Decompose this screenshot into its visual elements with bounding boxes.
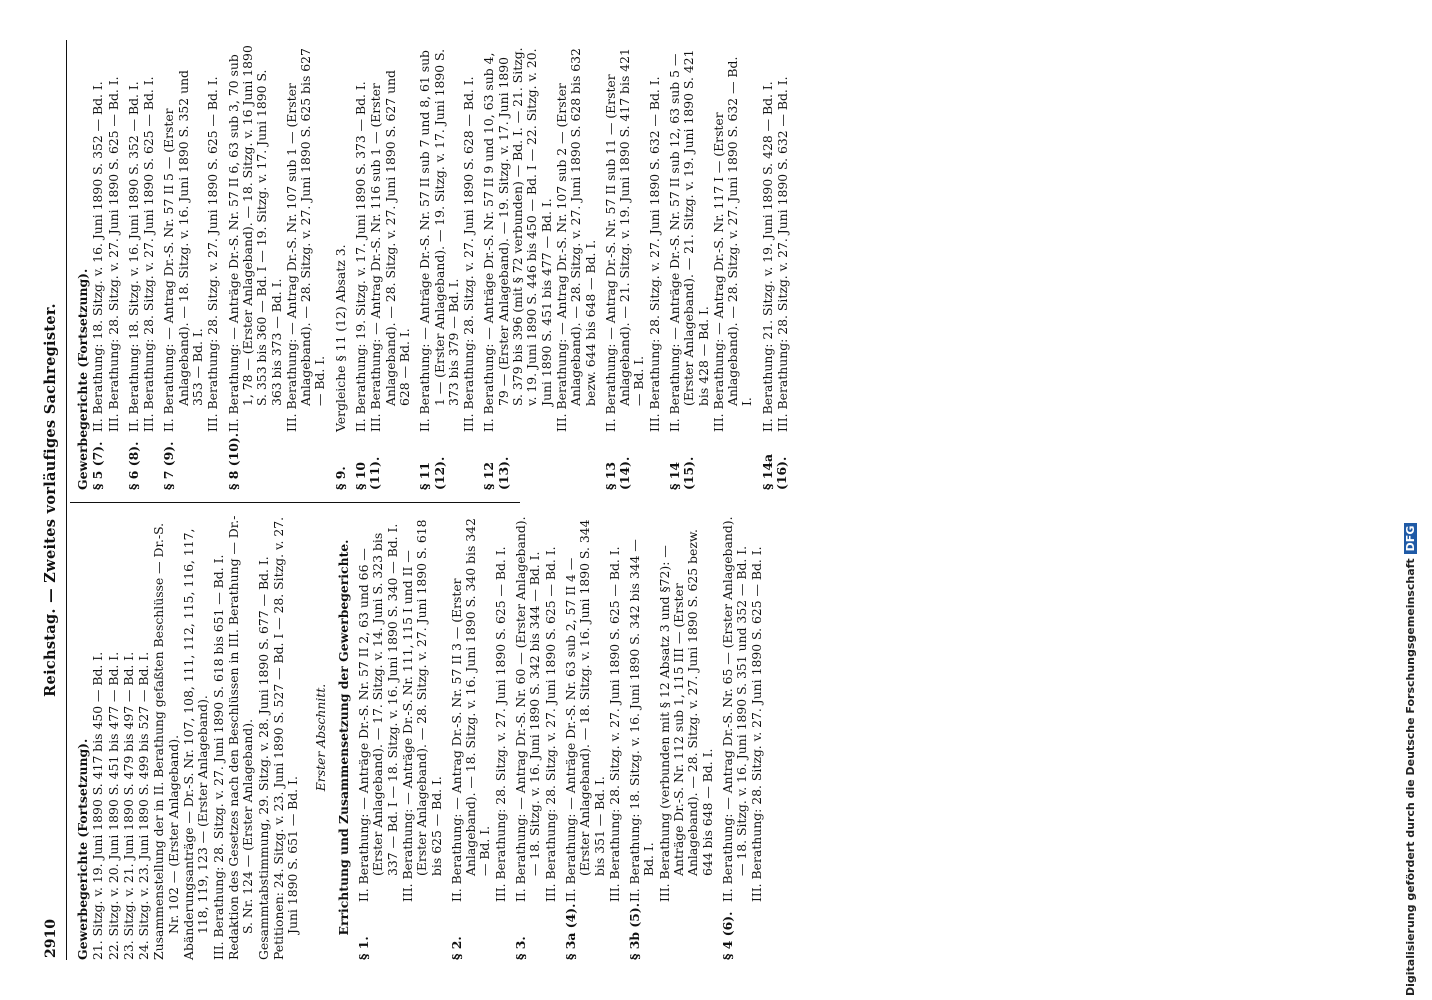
entry-line: III. Berathung (verbunden mit § 12 Absatz 3 und §72): — Anträge Dr.-S. Nr. 112 sub 1, 115 III — (Erster Anlageband). — 28. Sitzg. v. 27. Juni 1890 S. 625 bezw. 644 bis 648 — Bd. I. bbox=[656, 529, 715, 902]
paragraph-ref: § 7 (9). bbox=[161, 441, 177, 490]
section-heading: Erster Abschnitt. bbox=[313, 683, 329, 792]
entry-line: III. Berathung: — Antrag Dr.-S. Nr. 107 sub 1 — (Erster Anlageband). — 28. Sitzg. v. 27. Juni 1890 S. 625 bis 627 — Bd. I. bbox=[283, 48, 328, 432]
index-entry bbox=[450, 515, 509, 960]
index-entry bbox=[721, 515, 766, 960]
paragraph-ref: § 12 (13). bbox=[481, 456, 511, 490]
entry-body bbox=[450, 515, 509, 902]
entry-body bbox=[334, 45, 349, 432]
index-line: Gesammtabstimmung, 29. Sitzg. v. 28. Juni 1890 S. 677 — Bd. I. bbox=[255, 556, 271, 960]
entry-line: III. Berathung: 28. Sitzg. v. 27. Juni 1890 S. 625 — Bd. I. bbox=[749, 546, 765, 902]
entry-line: II. Berathung: — Antrag Dr.-S. Nr. 65 — (Erster Anlageband). — 18. Sitzg. v. 16. Juni 1890 S. 351 und 352 — Bd. I. bbox=[719, 516, 750, 902]
entry-line: III. Berathung: — Antrag Dr.-S. Nr. 107 sub 2 — (Erster Anlageband). — 28. Sitzg. v. 27. Juni 1890 S. 628 bis 632 bezw. 644 bis 648 — Bd. I. bbox=[553, 48, 598, 432]
entry-body bbox=[227, 45, 329, 432]
entry-line: III. Berathung: 28. Sitzg. v. 27. Juni 1890 S. 625 — Bd. I. bbox=[492, 546, 508, 902]
index-entry bbox=[604, 45, 663, 490]
paragraph-ref: § 14a (16). bbox=[759, 453, 790, 490]
index-entry bbox=[91, 45, 122, 490]
paragraph-ref: § 8 (10). bbox=[225, 432, 241, 490]
paragraph-ref: § 3. bbox=[513, 936, 529, 960]
running-title: Reichstag. — Zweites vorläufiges Sachregister. bbox=[42, 303, 59, 697]
entry-body bbox=[357, 515, 445, 902]
index-line: 24. Sitzg. v. 23. Juni 1890 S. 499 bis 527 — Bd. I. bbox=[136, 651, 152, 960]
entry-line: III. Berathung: 28. Sitzg. v. 27. Juni 1890 S. 628 — Bd. I. bbox=[461, 76, 477, 432]
left-continuation-block bbox=[76, 515, 300, 960]
page-header bbox=[40, 40, 67, 960]
entry-line: III. Berathung: — Antrag Dr.-S. Nr. 116 sub 1 — (Erster Anlageband). — 28. Sitzg. v. 27. Juni 1890 S. 627 und 628 — Bd. I. bbox=[368, 70, 412, 432]
left-entries bbox=[357, 515, 766, 960]
index-entry bbox=[668, 45, 756, 490]
entry-line: II. Berathung: — Antrag Dr.-S. Nr. 60 — (Erster Anlageband). — 18. Sitzg. v. 16. Juni 1890 S. 342 bis 344 — Bd. I. bbox=[513, 516, 543, 902]
entry-body bbox=[604, 45, 663, 432]
index-line: Zusammenstellung der in II. Berathung gefaßten Beschlüsse — Dr.-S. Nr. 102 — (Erster Anlageband). bbox=[151, 522, 181, 960]
index-line: 23. Sitzg. v. 21. Juni 1890 S. 479 bis 497 — Bd. I. bbox=[120, 651, 136, 960]
entry-body bbox=[564, 515, 623, 902]
rotated-page bbox=[40, 40, 1400, 960]
entry-body bbox=[162, 45, 221, 432]
entry-line: Vergleiche § 11 (12) Absatz 3. bbox=[332, 244, 348, 432]
paragraph-ref: § 10 (11). bbox=[353, 456, 383, 490]
entry-line: II. Berathung: — Anträge Dr.-S. Nr. 57 II 2, 63 und 66 — (Erster Anlageband). — 17. Sitzg. v. 14. Juni S. 323 bis 337 — Bd. I — 18. Sitzg. v. 16. Juni 1890 S. 340 — Bd. I. bbox=[356, 523, 400, 902]
paragraph-ref: § 13 (14). bbox=[602, 456, 633, 490]
index-entry bbox=[514, 515, 559, 960]
dfg-credit-text: Digitalisierung gefördert durch die Deutsche Forschungsgemeinschaft bbox=[1404, 558, 1417, 996]
entry-line: III. Berathung: — Antrag Dr.-S. Nr. 117 I — (Erster Anlageband). — 28. Sitzg. v. 27. Juni 1890 S. 632 — Bd. I. bbox=[710, 56, 755, 432]
index-entry bbox=[162, 45, 221, 490]
entry-body bbox=[721, 515, 766, 902]
index-entry bbox=[418, 45, 477, 490]
page-number: 2910 bbox=[43, 919, 59, 958]
paragraph-ref: § 11 (12). bbox=[417, 456, 447, 490]
entry-line: III. Berathung: 28. Sitzg. v. 27. Juni 1890 S. 625 — Bd. I. bbox=[205, 76, 221, 432]
entry-line: III. Berathung: 28. Sitzg. v. 27. Juni 1890 S. 625 — Bd. I. bbox=[542, 546, 558, 902]
entry-line: II. Berathung: 18. Sitzg. v. 16. Juni 1890 S. 352 — Bd. I. bbox=[125, 81, 141, 432]
entry-body bbox=[354, 45, 413, 432]
entry-line: III. Berathung: 28. Sitzg. v. 27. Juni 1890 S. 632 — Bd. I. bbox=[775, 76, 791, 432]
entry-line: II. Berathung: 19. Sitzg. v. 17. Juni 1890 S. 373 — Bd. I. bbox=[353, 81, 369, 432]
paragraph-ref: § 9. bbox=[332, 466, 348, 490]
paragraph-ref: § 14 (15). bbox=[666, 456, 697, 490]
entry-line: II. Berathung: — Antrag Dr.-S. Nr. 57 II sub 11 — (Erster Anlageband). — 21. Sitzg. v. 19. Juni 1890 S. 417 bis 421 — Bd. I. bbox=[602, 48, 647, 432]
right-entries bbox=[91, 45, 791, 490]
paragraph-ref: § 3b (5). bbox=[627, 902, 643, 960]
paragraph-ref: § 5 (7). bbox=[90, 441, 106, 490]
index-line: 22. Sitzg. v. 20. Juni 1890 S. 451 bis 477 — Bd. I. bbox=[105, 651, 121, 960]
entry-line: II. Berathung: — Antrag Dr.-S. Nr. 57 II 3 — (Erster Anlageband). — 18. Sitzg. v. 16. Juni 1890 S. 340 bis 342 — Bd. I. bbox=[448, 518, 493, 902]
dfg-credit bbox=[1404, 6, 1417, 996]
entry-body bbox=[668, 45, 756, 432]
index-line: 21. Sitzg. v. 19. Juni 1890 S. 417 bis 450 — Bd. I. bbox=[90, 651, 106, 960]
entry-body bbox=[514, 515, 559, 902]
index-entry bbox=[227, 45, 329, 490]
entry-line: II. Berathung: — Anträge Dr.-S. Nr. 57 II 9 und 10, 63 sub 4, 79 — (Erster Anlageband). — 19. Sitzg. v. 17. Juni 1890 S. 379 bis 396 (mit § 72 verbunden) — Bd. I. — 21. Sitzg. v. 19. Juni 1890 S. 446 bis 450 — Bd. I — 22. Sitzg. v. 20. Juni 1890 S. 451 bis 477 — Bd. I. bbox=[481, 47, 554, 432]
entry-line: II. Berathung: — Anträge Dr.-S. Nr. 57 II sub 12, 63 sub 5 — (Erster Anlageband). — 21. Sitzg. v. 19. Juni 1890 S. 421 bis 428 — Bd. I. bbox=[666, 49, 711, 432]
section-title: Errichtung und Zusammensetzung der Gewerbegerichte. bbox=[335, 539, 351, 936]
entry-line: III. Berathung: 28. Sitzg. v. 27. Juni 1890 S. 625 — Bd. I. bbox=[141, 76, 157, 432]
entry-body bbox=[482, 45, 598, 432]
index-entry bbox=[354, 45, 413, 490]
entry-body bbox=[761, 45, 792, 432]
paragraph-ref: § 1. bbox=[356, 936, 372, 960]
paragraph-ref: § 2. bbox=[448, 936, 464, 960]
index-entry bbox=[482, 45, 598, 490]
index-line: Abänderungsanträge — Dr.-S. Nr. 107, 108, 111, 112, 115, 116, 117, 118, 119, 123 — (Erster Anlageband). bbox=[181, 528, 211, 960]
index-entry bbox=[334, 45, 349, 490]
left-column bbox=[76, 515, 771, 960]
index-line: Gewerbegerichte (Fortsetzung). bbox=[75, 738, 90, 960]
paragraph-ref: § 4 (6). bbox=[719, 911, 735, 960]
column-divider bbox=[70, 502, 520, 503]
entry-line: III. Berathung: 28. Sitzg. v. 27. Juni 1890 S. 625 — Bd. I. bbox=[606, 546, 622, 902]
paragraph-ref: § 3a (4). bbox=[562, 903, 578, 960]
entry-line: III. Berathung: 28. Sitzg. v. 27. Juni 1890 S. 625 — Bd. I. bbox=[105, 76, 121, 432]
entry-body bbox=[127, 45, 158, 432]
index-line: III. Berathung: 28. Sitzg. v. 27. Juni 1890 S. 618 bis 651 — Bd. I. bbox=[210, 554, 226, 960]
entry-line: II. Berathung: 21. Sitzg. v. 19. Juni 1890 S. 428 — Bd. I. bbox=[759, 81, 775, 432]
index-entry bbox=[761, 45, 792, 490]
entry-body bbox=[91, 45, 122, 432]
entry-line: II. Berathung: 18. Sitzg. v. 16. Juni 1890 S. 342 bis 344 — Bd. I. bbox=[627, 539, 657, 902]
right-continuation-heading: Gewerbegerichte (Fortsetzung). bbox=[75, 268, 90, 490]
index-entry bbox=[127, 45, 158, 490]
entry-line: II. Berathung: — Anträge Dr.-S. Nr. 57 II sub 7 und 8, 61 sub 1 — (Erster Anlageband). — 19. Sitzg. v. 17. Juni 1890 S. 373 bis 379 — Bd. I. bbox=[417, 48, 461, 432]
entry-line: II. Berathung: — Anträge Dr.-S. Nr. 57 II 6, 63 sub 3, 70 sub 1, 78 — (Erster Anlageband). — 18. Sitzg. v. 16 Juni 1890 S. 353 bis 360 — Bd. I — 19. Sitzg. v. 17. Juni 1890 S. 363 bis 373 — Bd. I. bbox=[225, 45, 284, 432]
index-entry bbox=[357, 515, 445, 960]
paragraph-ref: § 6 (8). bbox=[125, 441, 141, 490]
entry-body bbox=[418, 45, 477, 432]
entry-line: II. Berathung: 18. Sitzg. v. 16. Juni 1890 S. 352 — Bd. I. bbox=[90, 81, 106, 432]
entry-line: III. Berathung: 28. Sitzg. v. 27. Juni 1890 S. 632 — Bd. I. bbox=[646, 76, 662, 432]
entry-body bbox=[628, 515, 716, 902]
entry-line: II. Berathung: — Anträge Dr.-S. Nr. 63 sub 2, 57 II 4 — (Erster Anlageband). — 18. Sitzg. v. 16. Juni 1890 S. 344 bis 351 — Bd. I. bbox=[562, 519, 607, 902]
index-entry bbox=[628, 515, 716, 960]
entry-line: III. Berathung: — Anträge Dr.-S. Nr. 111, 115 I und II — (Erster Anlageband). — 28. Sitzg. v. 27. Juni 1890 S. 618 bis 625 — Bd. I. bbox=[399, 519, 444, 902]
dfg-logo: DFG bbox=[1404, 523, 1417, 555]
index-line: Redaktion des Gesetzes nach den Beschlüssen in III. Berathung — Dr.-S. Nr. 124 — (Erster Anlageband). bbox=[225, 515, 256, 960]
right-column bbox=[76, 45, 796, 490]
index-line: Petitionen: 24. Sitzg. v. 23. Juni 1890 S. 527 — Bd. I — 28. Sitzg. v. 27. Juni 1890 S. 651 — Bd. I. bbox=[270, 516, 301, 960]
index-entry bbox=[564, 515, 623, 960]
entry-line: II. Berathung: — Antrag Dr.-S. Nr. 57 II 5 — (Erster Anlageband). — 18. Sitzg. v. 16. Juni 1890 S. 352 und 353 — Bd. I. bbox=[161, 70, 206, 432]
